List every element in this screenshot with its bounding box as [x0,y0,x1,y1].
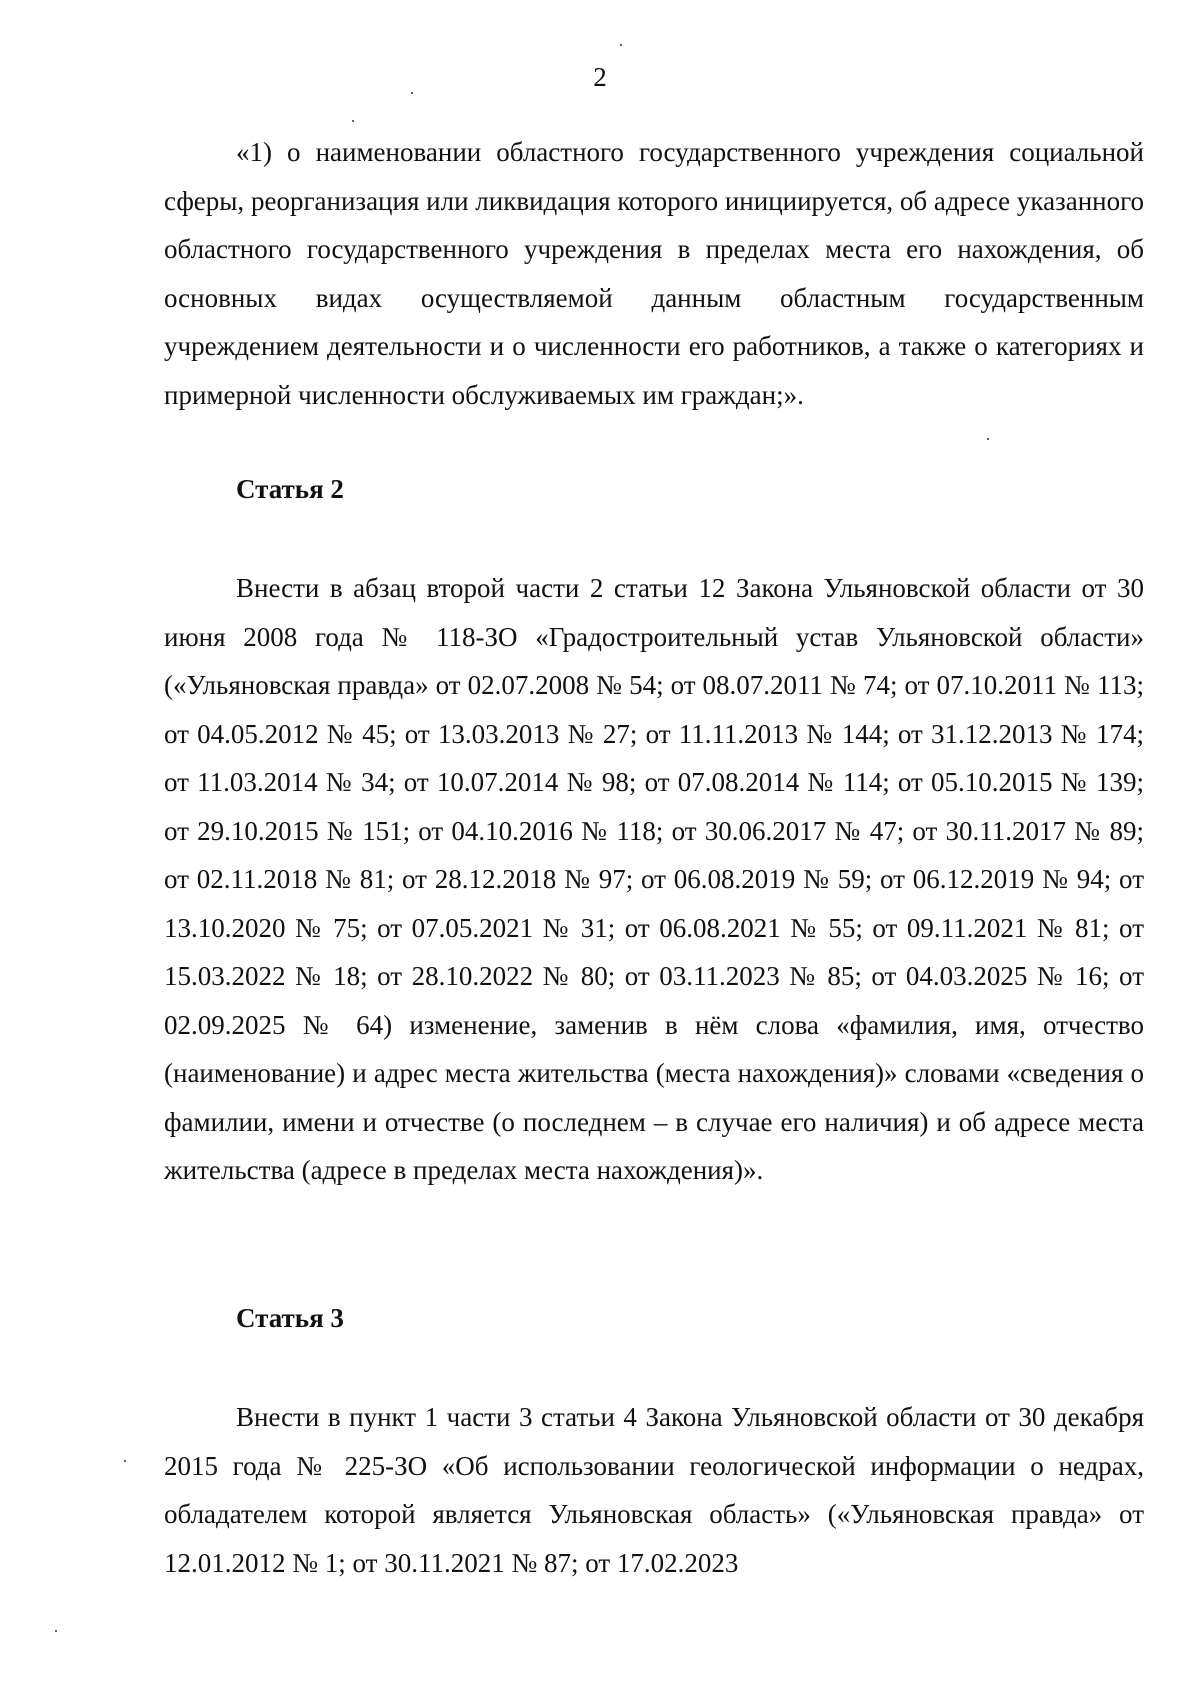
scan-speck [124,1460,126,1462]
paragraph-amendment-text: «1) о наименовании областного государственного учреждения социальной сферы, реорганизация или ликвидация которого инициируется, об адресе указанного областного государственного учреждения в пределах места его нахождения, об основных видах осуществляемой данным областным государственным учреждением деятельности и о численности его работников, а также о категориях и примерной численности обслуживаемых им граждан;». [164,137,1144,410]
article-2-paragraph: Внести в абзац второй части 2 статьи 12 Закона Ульяновской области от 30 июня 2008 года № 118-ЗО «Градостроительный устав Ульяновской области» («Ульяновская правда» от 02.07.2008 № 54; от 08.07.2011 № 74; от 07.10.2011 № 113; от 04.05.2012 № 45; от 13.03.2013 № 27; от 11.11.2013 № 144; от 31.12.2013 № 174; от 11.03.2014 № 34; от 10.07.2014 № 98; от 07.08.2014 № 114; от 05.10.2015 № 139; от 29.10.2015 № 151; от 04.10.2016 № 118; от 30.06.2017 № 47; от 30.11.2017 № 89; от 02.11.2018 № 81; от 28.12.2018 № 97; от 06.08.2019 № 59; от 06.12.2019 № 94; от 13.10.2020 № 75; от 07.05.2021 № 31; от 06.08.2021 № 55; от 09.11.2021 № 81; от 15.03.2022 № 18; от 28.10.2022 № 80; от 03.11.2023 № 85; от 04.03.2025 № 16; от 02.09.2025 № 64) изменение, заменив в нём слова «фамилия, имя, отчество (наименование) и адрес места жительства (места нахождения)» словами «сведения о фамилии, имени и отчестве (о последнем – в случае его наличия) и об адресе места жительства (адресе в пределах места нахождения)». [164,573,1144,1185]
article-2-heading: Статья 2 [236,474,344,504]
scan-speck [55,1630,57,1632]
scan-speck [352,120,354,122]
page-number: 2 [593,62,607,92]
scan-speck [620,44,622,46]
scan-speck [411,92,413,94]
article-3-heading: Статья 3 [236,1303,344,1333]
article-3-paragraph: Внести в пункт 1 части 3 статьи 4 Закона Ульяновской области от 30 декабря 2015 года № 225-ЗО «Об использовании геологической информации о недрах, обладателем которой является Ульяновская область» («Ульяновская правда» от 12.01.2012 № 1; от 30.11.2021 № 87; от 17.02.2023 [164,1402,1144,1578]
scan-speck [987,438,989,440]
